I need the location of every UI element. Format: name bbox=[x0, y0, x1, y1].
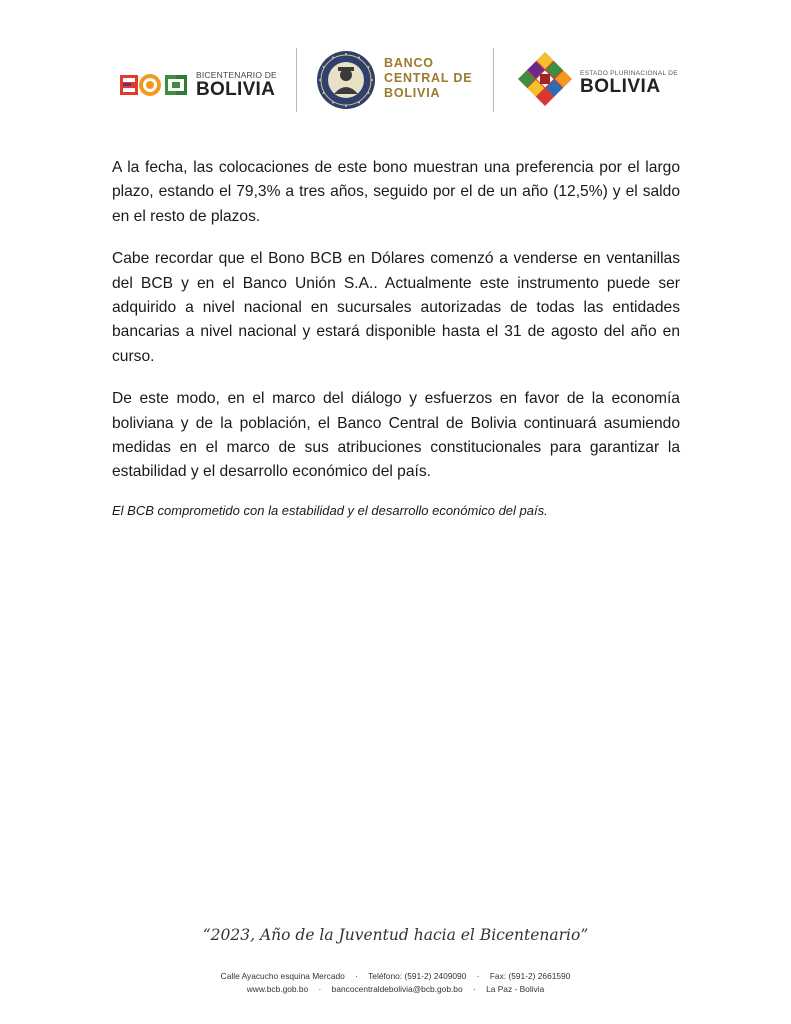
phone-text: Teléfono: (591-2) 2409090 bbox=[368, 971, 467, 981]
bicentenario-logo-icon bbox=[120, 72, 192, 98]
separator: · bbox=[472, 984, 476, 994]
letterhead bbox=[0, 44, 791, 116]
bcb-name-line1: BANCO bbox=[384, 56, 434, 70]
bcb-name-line3: BOLIVIA bbox=[384, 86, 441, 100]
bicentenario-label: BICENTENARIO DE bbox=[196, 70, 277, 80]
separator: · bbox=[318, 984, 322, 994]
bicentenario-logo bbox=[120, 70, 280, 100]
city-text: La Paz - Bolivia bbox=[486, 984, 545, 994]
estado-title: BOLIVIA bbox=[580, 76, 661, 97]
contact-line-2 bbox=[0, 984, 791, 994]
contact-line-1 bbox=[0, 971, 791, 981]
website-link[interactable]: www.bcb.gob.bo bbox=[246, 984, 309, 994]
estado-label: ESTADO PLURINACIONAL DE bbox=[580, 70, 678, 77]
separator: · bbox=[476, 971, 480, 981]
estado-flag-icon bbox=[516, 50, 574, 108]
year-motto: “2023, Año de la Juventud hacia el Bicentenario” bbox=[202, 926, 589, 944]
bcb-name-line2: CENTRAL DE bbox=[384, 71, 473, 85]
closing-tagline: El BCB comprometido con la estabilidad y el desarrollo económico del país. bbox=[112, 502, 548, 518]
bcb-logo bbox=[316, 50, 486, 112]
estado-plurinacional-logo bbox=[516, 50, 676, 112]
paragraph: De este modo, en el marco del diálogo y esfuerzos en favor de la economía boliviana y de la población, el Banco Central de Bolivia continuará asumiendo medidas en el marco de sus atribuciones constitucionales para garantizar la estabilidad y el desarrollo económico del país. bbox=[112, 390, 680, 481]
header-divider bbox=[493, 48, 494, 112]
separator: · bbox=[355, 971, 358, 981]
fax-text: Fax: (591-2) 2661590 bbox=[489, 971, 571, 981]
header-divider bbox=[296, 48, 297, 112]
bicentenario-title: BOLIVIA bbox=[196, 79, 276, 100]
press-release-body bbox=[112, 156, 680, 518]
bcb-seal-icon bbox=[316, 50, 376, 110]
paragraph: Cabe recordar que el Bono BCB en Dólares comenzó a venderse en ventanillas del BCB y en el Banco Unión S.A.. Actualmente este instrumento puede ser adquirido a nivel nacional en sucursales autorizadas de todas las entidades bancarias a nivel nacional y estará disponible hasta el 31 de agosto del año en curso. bbox=[112, 250, 680, 365]
paragraph: A la fecha, las colocaciones de este bono muestran una preferencia por el largo plazo, estando el 79,3% a tres años, seguido por el de un año (12,5%) y el saldo en el resto de plazos. bbox=[112, 159, 680, 225]
address-text: Calle Ayacucho esquina Mercado bbox=[220, 971, 345, 981]
email-link[interactable]: bancocentraldebolivia@bcb.gob.bo bbox=[331, 984, 463, 994]
